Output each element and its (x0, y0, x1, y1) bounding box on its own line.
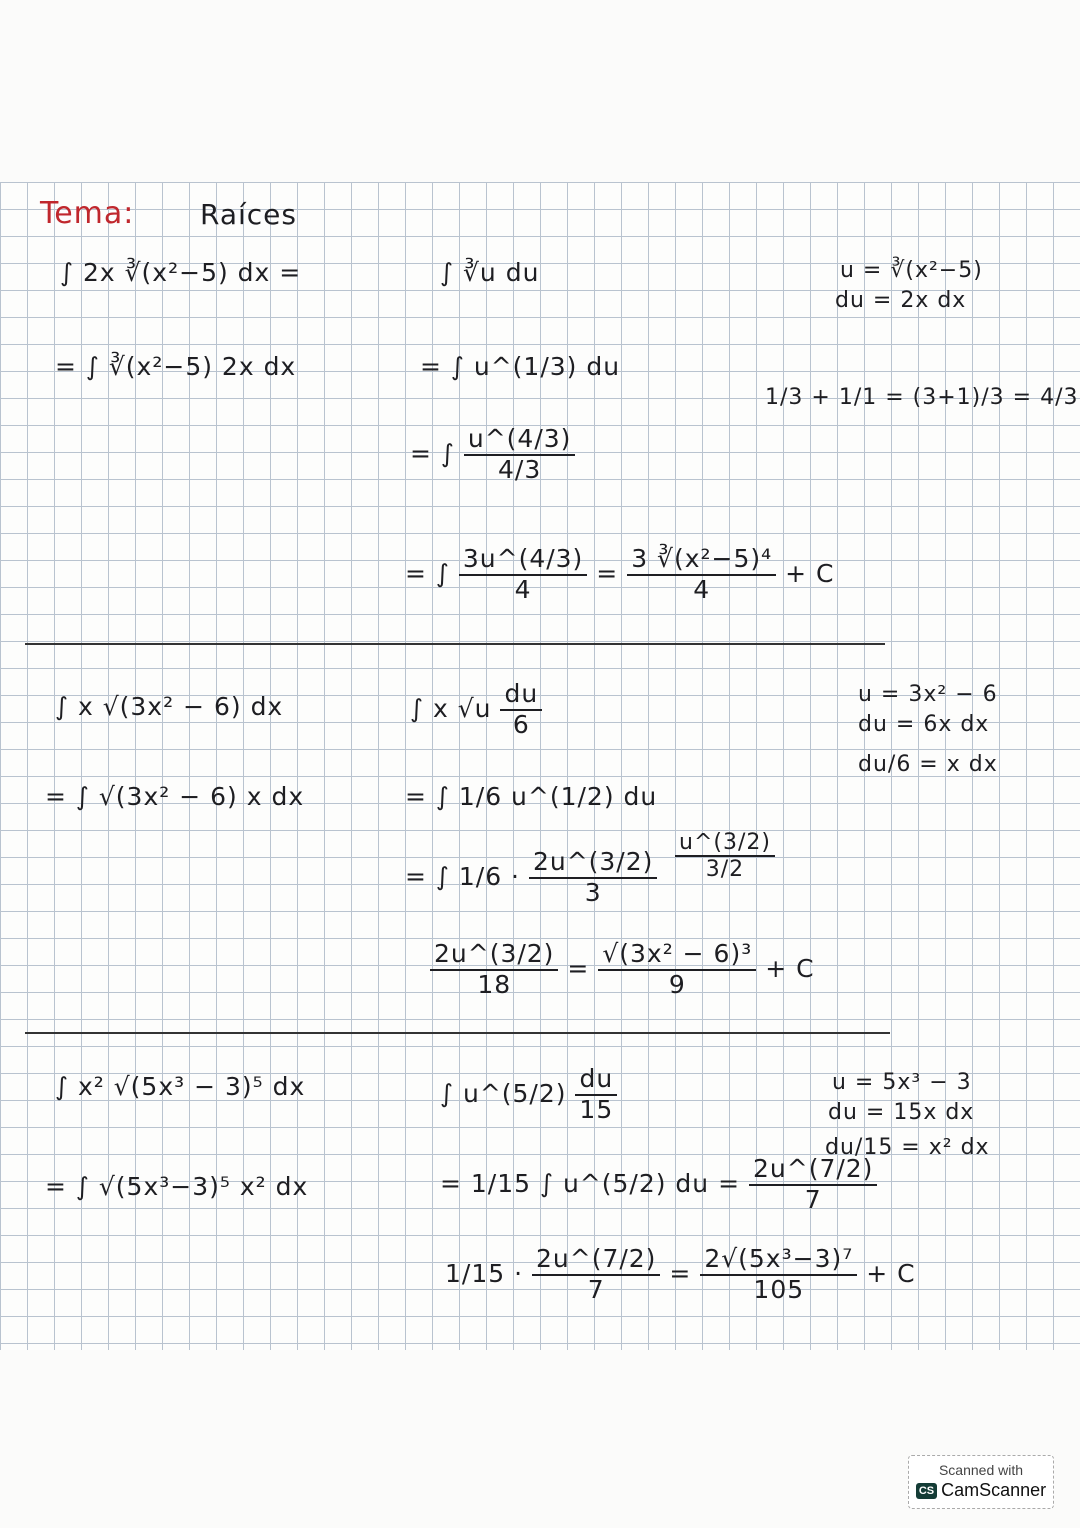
watermark-text: Scanned with (938, 1462, 1024, 1478)
p3-u: u = 5x³ − 3 (832, 1070, 972, 1095)
p1-step4: = ∫ $\frac{3u\^{}(4/3)}{4}$ = $\frac{\text{3 ∛(x²−5)⁴}}{4}$ + C (405, 544, 835, 604)
p2-rewrite: = ∫ √(3x² − 6) x dx (45, 782, 305, 811)
p2-integral: ∫ x √(3x² − 6) dx (55, 692, 284, 721)
p2-result: $\frac{2u\^{}(3/2)}{18}$ = $\frac{\text{√(3x² − 6)³}}{9}$ + C (430, 940, 815, 1000)
title-label: Tema: (40, 196, 135, 231)
p2-power: = ∫ 1/6 u^(1/2) du (405, 782, 658, 811)
p2-u: u = 3x² − 6 (858, 682, 998, 707)
camscanner-logo-icon: CS (916, 1483, 937, 1499)
p1-side-calc: 1/3 + 1/1 = (3+1)/3 = 4/3 (765, 385, 1079, 410)
p1-integral: ∫ 2x ∛(x²−5) dx = (60, 258, 302, 287)
divider (25, 1032, 890, 1034)
p1-step3: = ∫ $\frac{u\^{}(4/3)}{4/3}$ (410, 425, 575, 485)
p1-power: = ∫ u^(1/3) du (420, 352, 621, 381)
p2-sub: ∫ x √u $\frac{du}{6}$ (410, 680, 542, 740)
topic: Raíces (200, 198, 297, 231)
watermark-brand: CamScanner (941, 1480, 1047, 1500)
p3-sub: ∫ u^(5/2) $\frac{du}{15}$ (440, 1065, 617, 1125)
p1-rewrite: = ∫ ∛(x²−5) 2x dx (55, 352, 297, 381)
p2-step3: = ∫ 1/6 · $\frac{2u\^{}(3/2)}{3}$ (405, 848, 657, 908)
p3-du: du = 15x dx (828, 1100, 975, 1125)
camscanner-watermark (908, 1455, 1054, 1509)
p3-power: = 1/15 ∫ u^(5/2) du = $\frac{2u\^{}(7/2)}{7}$ (440, 1155, 877, 1215)
p3-integral: ∫ x² √(5x³ − 3)⁵ dx (55, 1072, 306, 1101)
p1-u: u = ∛(x²−5) (840, 258, 983, 283)
p1-sub: ∫ ∛u du (440, 258, 540, 287)
p3-rewrite: = ∫ √(5x³−3)⁵ x² dx (45, 1172, 309, 1201)
p3-x2dx: du/15 = x² dx (825, 1135, 990, 1160)
p2-du: du = 6x dx (858, 712, 990, 737)
p1-du: du = 2x dx (835, 288, 967, 313)
p2-side-calc: $\frac{u\^{}(3/2)}{3/2}$ (675, 830, 775, 883)
p2-xdx: du/6 = x dx (858, 752, 998, 777)
divider (25, 643, 885, 645)
p3-result: 1/15 · $\frac{2u\^{}(7/2)}{7}$ = $\frac{\text{2√(5x³−3)⁷}}{105}$ + C (445, 1244, 916, 1304)
